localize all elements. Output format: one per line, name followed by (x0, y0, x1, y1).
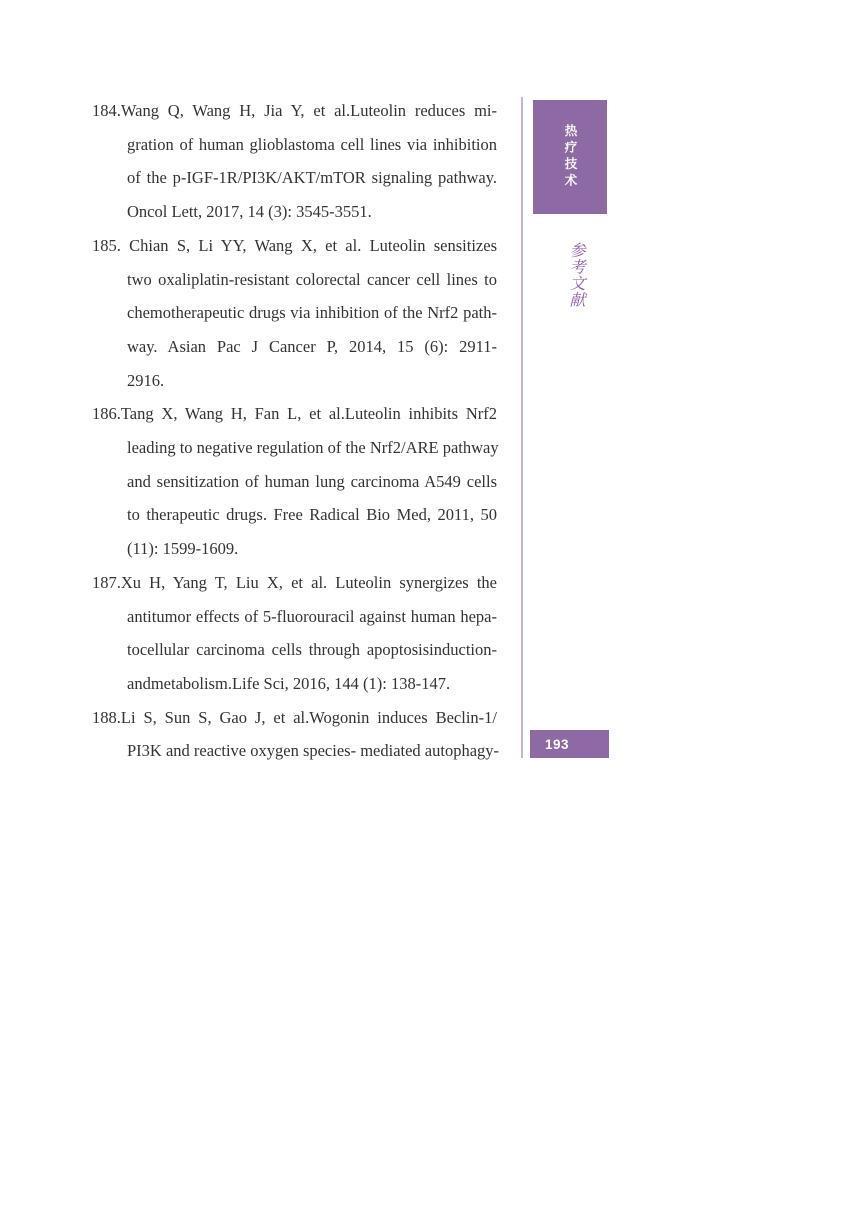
reference-number: 184. (92, 101, 121, 120)
reference-line (92, 94, 497, 128)
reference-text: Wang Q, Wang H, Jia Y, et al.Luteolin reduces mi- (120, 101, 497, 120)
reference-item (92, 397, 497, 566)
reference-text: Chian S, Li YY, Wang X, et al. Luteolin sensitizes (120, 235, 497, 255)
reference-line: two oxaliplatin-resistant colorectal cancer cell lines to (127, 269, 497, 289)
reference-text: Tang X, Wang H, Fan L, et al.Luteolin inhibits Nrf2 (120, 404, 497, 424)
chapter-tab-label: 热疗技术 (563, 124, 577, 190)
sidebar-rule (521, 97, 523, 758)
reference-item (92, 566, 497, 701)
reference-line: to therapeutic drugs. Free Radical Bio Med, 2011, 50 (127, 505, 497, 525)
reference-list (92, 94, 500, 768)
section-label: 参考文献 (567, 242, 584, 308)
reference-line (92, 397, 497, 431)
reference-number: 185. (92, 235, 121, 255)
reference-line: tocellular carcinoma cells through apoptosisinduction- (127, 640, 497, 660)
reference-item (92, 229, 497, 398)
reference-line: and sensitization of human lung carcinoma A549 cells (127, 471, 497, 491)
reference-number: 187. (92, 572, 121, 592)
reference-line: (11): 1599-1609. (127, 539, 239, 559)
reference-item (92, 94, 497, 229)
reference-line: of the p-IGF-1R/PI3K/AKT/mTOR signaling pathway. (127, 168, 497, 188)
page-number-badge (530, 730, 609, 758)
reference-line: gration of human glioblastoma cell lines via inhibition (127, 134, 497, 154)
reference-line (92, 701, 497, 735)
reference-line (92, 229, 497, 263)
reference-line: Oncol Lett, 2017, 14 (3): 3545-3551. (127, 202, 372, 222)
reference-number: 186. (92, 404, 121, 424)
reference-line: 2916. (127, 370, 165, 390)
chapter-tab (533, 100, 607, 214)
reference-item (92, 701, 500, 768)
reference-line: chemotherapeutic drugs via inhibition of the Nrf2 path- (127, 303, 497, 323)
reference-line: antitumor effects of 5-fluorouracil against human hepa- (127, 606, 497, 626)
reference-line: PI3K and reactive oxygen species- mediated autophagy- (127, 741, 500, 761)
reference-line: andmetabolism.Life Sci, 2016, 144 (1): 138-147. (127, 673, 451, 693)
reference-line: leading to negative regulation of the Nrf2/ARE pathway (127, 438, 499, 458)
reference-number: 188. (92, 707, 121, 727)
page-number: 193 (545, 736, 570, 752)
reference-line: way. Asian Pac J Cancer P, 2014, 15 (6): 2911- (127, 336, 497, 356)
reference-text: Xu H, Yang T, Liu X, et al. Luteolin synergizes the (120, 572, 497, 592)
reference-text: Li S, Sun S, Gao J, et al.Wogonin induces Beclin-1/ (120, 707, 497, 727)
reference-line (92, 566, 497, 600)
